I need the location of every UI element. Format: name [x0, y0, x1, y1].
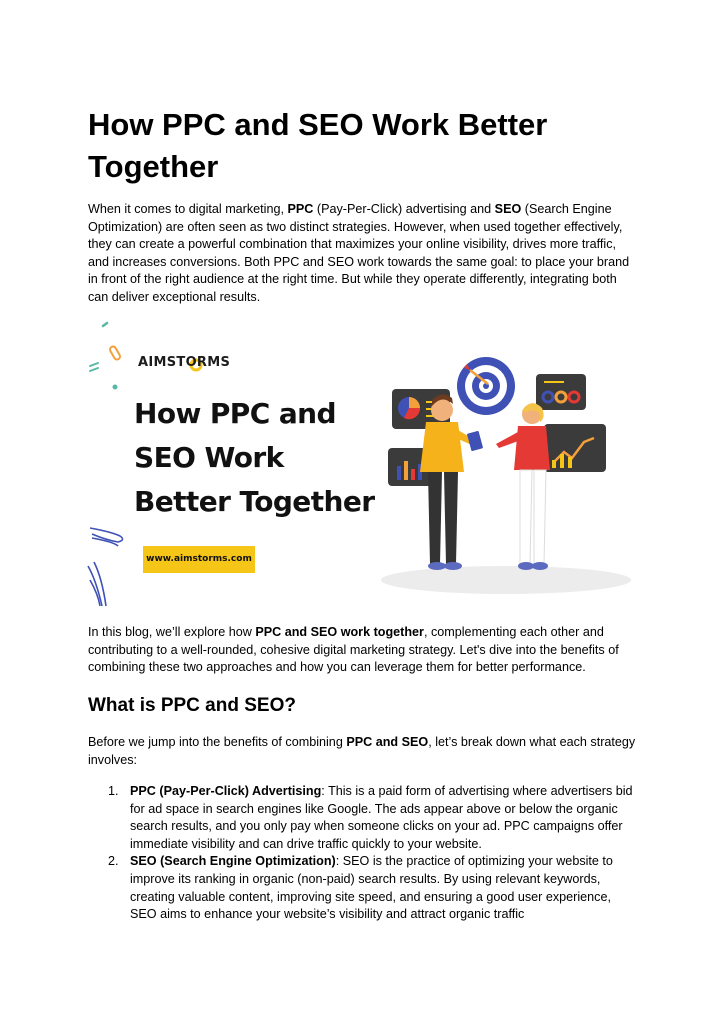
list-item [88, 783, 636, 853]
strategy-intro-paragraph [88, 734, 636, 769]
metrics-card-icon [536, 374, 586, 410]
blog-intro-paragraph [88, 624, 636, 677]
text-run: In this blog, we’ll explore how [88, 625, 256, 639]
list-text: : This is a paid form of advertising where advertisers bid for ad space in search engines like Google. The ads appear above or below the organic search results, and you only pay when someone clicks on your ad. PPC campaigns offer immediate visibility and can drive traffic quickly to your website. [130, 784, 633, 851]
page-title: How PPC and SEO Work Better Together [88, 107, 548, 184]
list-term: PPC (Pay-Per-Click) Advertising [130, 784, 322, 798]
list-term: SEO (Search Engine Optimization) [130, 854, 336, 869]
target-icon [457, 357, 515, 415]
text-run: , let’s break down what each strategy involves: [88, 735, 636, 767]
bold-text: SEO [494, 202, 522, 216]
banner-image [86, 318, 634, 608]
woman-figure [496, 403, 550, 570]
banner-headline: How PPC and SEO Work Better Together [134, 397, 375, 518]
text-run: When it comes to digital marketing, [88, 202, 288, 216]
text-run: Before we jump into the benefits of combining [88, 735, 347, 749]
section-heading: What is PPC and SEO? [88, 695, 296, 716]
brand-name: AIMSTORMS [138, 355, 231, 370]
text-run: (Search Engine Optimization) are often seen as two distinct strategies. However, when used together effectively, they can create a powerful combination that maximizes your online visibility, drives more traffic, and increases conversions. Both PPC and SEO work towards the same goal: to place your brand in front of the right audience at the right time. But while they operate differently, integrating both can deliver exceptional results. [88, 202, 630, 304]
text-run: (Pay-Per-Click) advertising and [313, 202, 495, 216]
list-number: 2. [108, 854, 119, 869]
text-run: , complementing each other and contributing to a well-rounded, cohesive digital marketing strategy. Let's dive into the benefits of combining these two approaches and how you can leverage them for better performance. [88, 625, 619, 675]
list-text: : SEO is the practice of optimizing your website to improve its ranking in organic (non-paid) search results. By using relevant keywords, creating valuable content, improving site speed, and ensuring a good user experience, SEO aims to enhance your website’s visibility and attract organic traffic [130, 854, 613, 922]
trend-chart-card-icon [544, 424, 606, 472]
strategy-list [88, 783, 636, 924]
intro-paragraph [88, 201, 636, 307]
bold-text: PPC [287, 202, 314, 216]
list-item [88, 853, 636, 923]
website-url-badge: www.aimstorms.com [143, 546, 255, 573]
bold-text: PPC and SEO [346, 735, 429, 749]
list-number: 1. [108, 784, 119, 798]
bold-text: PPC and SEO work together [255, 625, 424, 639]
